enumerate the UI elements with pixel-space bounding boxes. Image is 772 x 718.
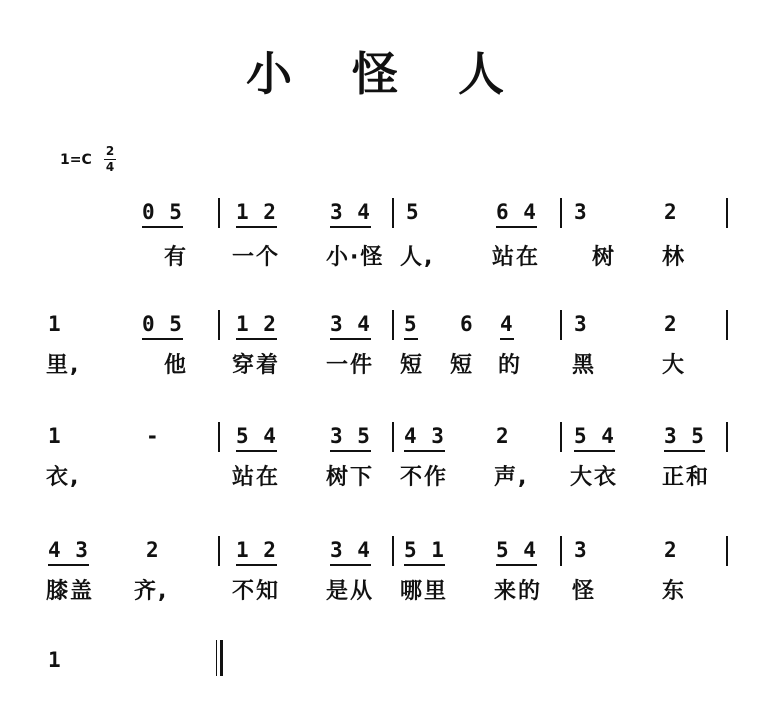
melody-note: 2	[664, 312, 678, 336]
melody-note: 1	[48, 424, 62, 448]
melody-note-group: 4 3	[48, 538, 89, 566]
lyric-text: 一件	[326, 353, 375, 378]
song-title: 小 怪 人	[245, 47, 527, 101]
lyric-text: 树下	[326, 465, 375, 490]
bar-line	[218, 310, 220, 340]
melody-note: 2	[664, 200, 678, 224]
lyric-text: 有	[164, 245, 189, 270]
lyric-text: 短	[450, 353, 475, 378]
melody-note-group: 4 3	[404, 424, 445, 452]
melody-note-group: 3 5	[664, 424, 705, 452]
lyric-text: 来的	[494, 579, 543, 604]
bar-line	[726, 310, 728, 340]
final-bar-line-thin	[216, 640, 217, 676]
bar-line	[726, 198, 728, 228]
lyric-text: 齐,	[134, 579, 169, 604]
bar-line	[560, 536, 562, 566]
lyric-text: 人,	[400, 245, 435, 270]
melody-note: 2	[664, 538, 678, 562]
melody-note-group: 6 4	[496, 200, 537, 228]
bar-line	[392, 310, 394, 340]
melody-note-group: 5 4	[236, 424, 277, 452]
lyric-text: 小·怪	[326, 245, 385, 270]
melody-note-group: 1 2	[236, 538, 277, 566]
bar-line	[218, 198, 220, 228]
lyric-text: 不作	[400, 465, 449, 490]
lyric-text: 林	[662, 245, 687, 270]
lyric-text: 正和	[662, 465, 711, 490]
lyric-text: 一个	[232, 245, 281, 270]
lyric-text: 衣,	[46, 465, 81, 490]
lyric-text: 膝盖	[46, 579, 95, 604]
melody-note: 2	[146, 538, 160, 562]
melody-note-group: 1 2	[236, 200, 277, 228]
melody-note: 3	[574, 312, 588, 336]
lyric-text: 大衣	[570, 465, 619, 490]
lyric-text: 树	[592, 245, 617, 270]
lyric-text: 大	[662, 353, 687, 378]
melody-note-group: 3 4	[330, 200, 371, 228]
melody-note: 1	[48, 648, 62, 672]
melody-note: 5	[406, 200, 420, 224]
lyric-text: 短	[400, 353, 425, 378]
melody-note-group: 5 1	[404, 538, 445, 566]
lyric-text: 站在	[492, 245, 541, 270]
melody-note-group: 3 4	[330, 538, 371, 566]
lyric-text: 穿着	[232, 353, 281, 378]
melody-note: 3	[574, 200, 588, 224]
lyric-text: 是从	[326, 579, 375, 604]
time-signature-top: 2	[105, 144, 115, 158]
bar-line	[560, 310, 562, 340]
melody-note-group: 3 5	[330, 424, 371, 452]
key-signature: 1=C	[60, 152, 92, 168]
melody-note-group: 3 4	[330, 312, 371, 340]
melody-dash: -	[146, 424, 160, 448]
melody-note-group: 0 5	[142, 312, 183, 340]
bar-line	[218, 536, 220, 566]
lyric-text: 哪里	[400, 579, 449, 604]
melody-note: 2	[496, 424, 510, 448]
melody-note-group: 5 4	[496, 538, 537, 566]
lyric-text: 站在	[232, 465, 281, 490]
time-signature-bottom: 4	[105, 160, 115, 174]
lyric-text: 东	[662, 579, 687, 604]
lyric-text: 的	[498, 353, 523, 378]
final-bar-line-thick	[220, 640, 223, 676]
bar-line	[726, 422, 728, 452]
melody-note-group: 5	[404, 312, 418, 340]
bar-line	[560, 198, 562, 228]
melody-note: 1	[48, 312, 62, 336]
bar-line	[392, 536, 394, 566]
lyric-text: 不知	[232, 579, 281, 604]
melody-note-group: 4	[500, 312, 514, 340]
lyric-text: 怪	[572, 579, 597, 604]
lyric-text: 声,	[494, 465, 529, 490]
lyric-text: 他	[164, 353, 189, 378]
bar-line	[560, 422, 562, 452]
bar-line	[218, 422, 220, 452]
melody-note-group: 5 4	[574, 424, 615, 452]
lyric-text: 里,	[46, 353, 81, 378]
lyric-text: 黑	[572, 353, 597, 378]
melody-note-group: 0 5	[142, 200, 183, 228]
bar-line	[392, 198, 394, 228]
bar-line	[392, 422, 394, 452]
melody-note: 3	[574, 538, 588, 562]
melody-note: 6	[460, 312, 474, 336]
time-signature	[104, 145, 116, 174]
bar-line	[726, 536, 728, 566]
melody-note-group: 1 2	[236, 312, 277, 340]
